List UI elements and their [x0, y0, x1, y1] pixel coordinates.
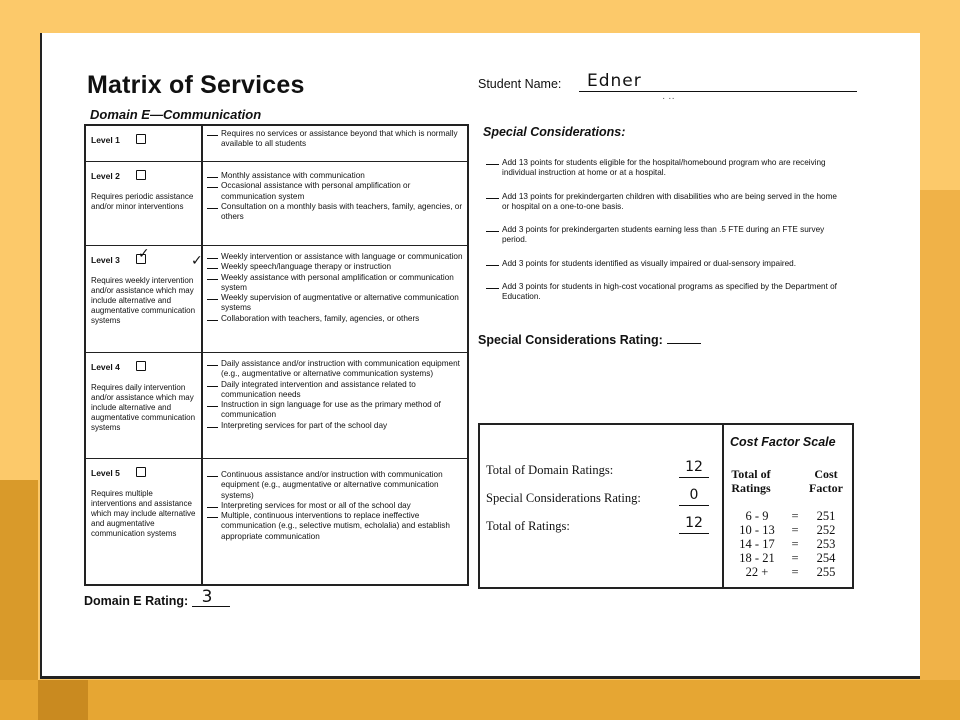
cost-factor-box	[478, 423, 854, 589]
total-ratings-value: 12	[685, 515, 703, 531]
total-domain-ratings-value: 12	[685, 459, 703, 475]
special-considerations-heading: Special Considerations:	[483, 125, 626, 139]
level-cell	[86, 246, 203, 352]
cost-factor-row: 18 - 21 = 254	[739, 551, 836, 565]
cost-factor-heading: Cost Factor Scale	[730, 435, 836, 449]
cost-factor-row: 22 + = 255	[745, 565, 836, 579]
level-row-3	[86, 246, 467, 353]
service-item: Interpreting services for most or all of the school day	[207, 501, 463, 511]
cost-factor-column-header: Cost Factor	[809, 467, 843, 495]
level-cell	[86, 126, 203, 161]
total-domain-ratings-field[interactable]	[679, 459, 709, 478]
special-rating-label: Special Considerations Rating:	[478, 333, 663, 347]
level-cell	[86, 459, 203, 584]
service-item: Collaboration with teachers, family, agencies, or others	[207, 314, 463, 324]
background-band-right	[920, 190, 960, 720]
cost-factor-row: 14 - 17 = 253	[739, 537, 836, 551]
level-items	[203, 459, 467, 584]
level-checkbox[interactable]	[136, 361, 146, 371]
level-items	[203, 162, 467, 245]
level-cell	[86, 353, 203, 458]
cost-factor-row: 6 - 9 = 251	[745, 509, 836, 523]
level-label: Level 3	[91, 255, 120, 265]
service-item: Requires no services or assistance beyond that which is normally available to all students	[207, 129, 463, 150]
level-label: Level 1	[91, 135, 120, 145]
level-checkbox[interactable]	[136, 170, 146, 180]
total-ratings-field[interactable]	[679, 515, 709, 534]
special-considerations-total-value: 0	[689, 487, 699, 503]
level-items	[203, 353, 467, 458]
level-checkbox[interactable]	[136, 246, 150, 264]
service-item: Continuous assistance and/or instruction with communication equipment (e.g., augmentative or alternative communication systems)	[207, 470, 463, 501]
student-name-field[interactable]	[579, 91, 857, 92]
total-ratings-label: Total of Ratings:	[486, 519, 570, 533]
service-item: Instruction in sign language for use as the primary method of communication	[207, 400, 463, 421]
level-description: Requires weekly intervention and/or assistance which may include alternative and augmentative communication systems	[91, 276, 196, 325]
service-item: Weekly intervention or assistance with language or communication	[207, 252, 463, 262]
service-item: Weekly assistance with personal amplification or communication system	[207, 273, 463, 294]
cost-factor-row: 10 - 13 = 252	[739, 523, 836, 537]
service-item: Multiple, continuous interventions to replace ineffective communication (e.g., selective mutism, echolalia) and establish appropriate communication	[207, 511, 463, 542]
level-row-4	[86, 353, 467, 459]
service-item: Daily assistance and/or instruction with communication equipment (e.g., augmentative or alternative communication systems)	[207, 359, 463, 380]
service-item: Weekly speech/language therapy or instruction ✓	[191, 253, 392, 272]
handwritten-check-icon: ✓	[137, 246, 150, 262]
ratings-totals	[480, 425, 724, 587]
level-label: Level 2	[91, 171, 120, 181]
form-title: Matrix of Services	[87, 71, 305, 99]
service-item: Weekly supervision of augmentative or alternative communication systems	[207, 293, 463, 314]
service-item: Daily integrated intervention and assistance related to communication needs	[207, 380, 463, 401]
domain-rating-label: Domain E Rating:	[84, 594, 189, 608]
service-item: Consultation on a monthly basis with teachers, family, agencies, or others	[207, 202, 463, 223]
domain-subtitle: Domain E—Communication	[90, 107, 262, 122]
level-description: Requires multiple interventions and assistance which may include alternative and augmentative communication systems	[91, 489, 196, 538]
background-band-corner	[38, 680, 88, 720]
service-item: Monthly assistance with communication	[207, 171, 463, 181]
special-considerations-list	[486, 158, 846, 316]
level-cell	[86, 162, 203, 245]
background-band-bottom	[0, 680, 960, 720]
level-items	[203, 126, 467, 161]
level-label: Level 5	[91, 468, 120, 478]
level-checkbox[interactable]	[136, 134, 146, 144]
level-checkbox[interactable]	[136, 467, 146, 477]
special-rating-field[interactable]	[667, 343, 701, 344]
total-of-ratings-column-header: Total of Ratings	[731, 467, 771, 495]
service-item: Occasional assistance with personal amplification or communication system	[207, 181, 463, 202]
level-label: Level 4	[91, 362, 120, 372]
level-description: Requires daily intervention and/or assistance which may include alternative and augmentative communication systems	[91, 383, 196, 432]
total-domain-ratings-label: Total of Domain Ratings:	[486, 463, 614, 477]
special-consideration-item: Add 3 points for students in high-cost vocational programs as specified by the Department of Education.	[486, 282, 846, 303]
scanned-form	[40, 33, 920, 679]
level-row-2	[86, 162, 467, 246]
special-considerations-total-label: Special Considerations Rating:	[486, 491, 641, 505]
level-description: Requires periodic assistance and/or minor interventions	[91, 192, 194, 211]
level-row-1	[86, 126, 467, 162]
special-consideration-item: Add 13 points for prekindergarten children with disabilities who are being served in the home or hospital on a one-to-one basis.	[486, 192, 846, 213]
student-name-value: Edner	[587, 71, 642, 91]
scan-specks: · ··	[662, 93, 675, 104]
domain-rating-field[interactable]	[192, 587, 230, 607]
special-considerations-total-field[interactable]	[679, 487, 709, 506]
student-name-label: Student Name:	[478, 77, 562, 91]
level-items	[191, 246, 467, 352]
special-consideration-item: Add 3 points for prekindergarten students earning less than .5 FTE during an FTE survey period.	[486, 225, 846, 246]
domain-rating	[84, 587, 230, 608]
domain-rating-value: 3	[201, 587, 213, 607]
service-level-matrix	[84, 124, 469, 586]
special-consideration-item: Add 3 points for students identified as visually impaired or dual-sensory impaired.	[486, 259, 846, 269]
special-considerations-rating	[478, 333, 701, 347]
level-row-5	[86, 459, 467, 584]
service-item: Interpreting services for part of the school day	[207, 421, 463, 431]
special-consideration-item: Add 13 points for students eligible for the hospital/homebound program who are receiving individual instruction at home or at a hospital.	[486, 158, 846, 179]
